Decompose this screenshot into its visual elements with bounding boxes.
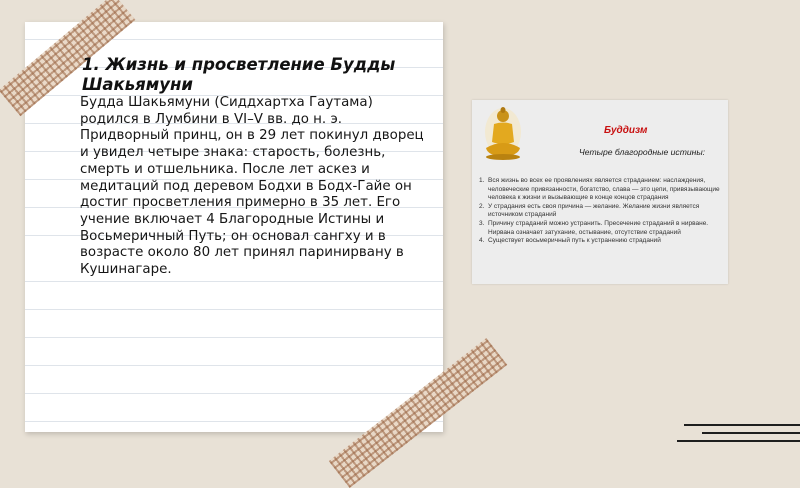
buddhism-slide-image bbox=[472, 100, 728, 284]
list-item bbox=[478, 220, 726, 237]
list-text: Причину страданий можно устранить. Пресечение страданий в нирване. Нирвана означает затухание, остывание, отсутствие страданий bbox=[488, 219, 709, 236]
slide-title: Буддизм bbox=[604, 125, 648, 136]
list-number: 2. bbox=[479, 202, 485, 210]
list-text: У страдания есть своя причина — желание. Желание жизни является источником страданий bbox=[488, 202, 700, 219]
page-title: 1. Жизнь и просветление Будды Шакьямуни bbox=[82, 55, 396, 94]
body-text: Будда Шакьямуни (Сиддхартха Гаутама) родился в Лумбини в VI–V вв. до н. э. Придворный принц, он в 29 лет покинул дворец и увидел четыре знака: старость, болезнь, смерть и отшельника. После лет аскез и медитаций под деревом Бодхи в Бодх-Гайе он достиг просветления примерно в 35 лет. Его учение включает 4 Благородные Истины и Восьмеричный Путь; он основал сангху и в возрасте около 80 лет принял паринирвану в Кушинагаре. bbox=[80, 95, 424, 278]
list-text: Вся жизнь во всех ее проявлениях является страданием: наслаждения, человеческие привязанности, богатство, слава — это цепи, привязывающие человека к жизни и вызывающие в конце концов страдания bbox=[488, 177, 720, 202]
list-item bbox=[478, 177, 726, 203]
list-text: Существует восьмеричный путь к устранению страданий bbox=[488, 237, 661, 245]
list-number: 1. bbox=[479, 177, 485, 184]
list-number: 3. bbox=[479, 219, 485, 227]
list-item bbox=[478, 237, 726, 246]
decorative-line bbox=[684, 424, 800, 426]
decorative-line bbox=[677, 440, 800, 442]
decorative-lines bbox=[672, 418, 800, 448]
decorative-line bbox=[702, 432, 800, 434]
list-number: 4. bbox=[479, 237, 485, 245]
slide-subtitle: Четыре благородные истины: bbox=[579, 147, 706, 157]
list-item bbox=[478, 203, 726, 220]
buddha-statue-icon bbox=[478, 102, 528, 162]
truths-list bbox=[478, 177, 726, 246]
